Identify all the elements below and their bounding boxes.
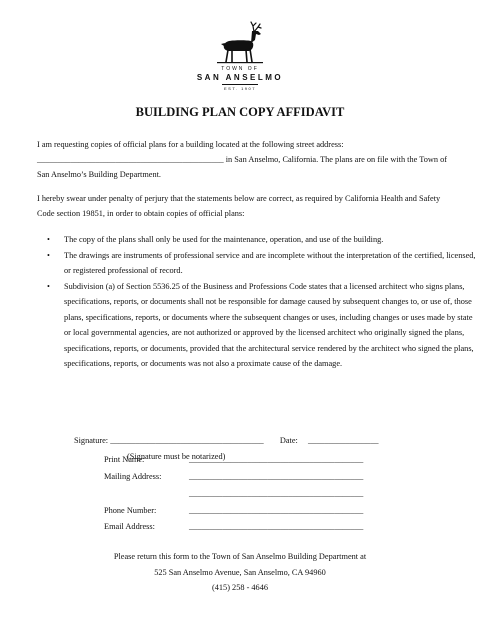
signature-field[interactable]: _____________________________________ [110, 436, 264, 445]
statement-list [37, 232, 476, 372]
mailing-address-field-2[interactable]: __________________________________________ [189, 489, 364, 498]
date-field[interactable]: _________________ [307, 436, 379, 445]
mailing-address-label: Mailing Address: [104, 472, 162, 481]
footer-address: 525 San Anselmo Avenue, San Anselmo, CA 94960 [154, 567, 326, 577]
logo-rule [222, 84, 258, 85]
phone-number-label: Phone Number: [104, 506, 157, 515]
logo-town-of: TOWN OF [221, 66, 259, 72]
intro-paragraph: I am requesting copies of official plans for a building located at the following street address: _____________________________________________ in San Anselmo, California. The plans are on file with the Town of San Anselmo’s Building Department. [37, 140, 447, 179]
list-item: • Subdivision (a) of Section 5536.25 of the Business and Professions Code states that a licensed architect who signs plans, specifications, reports, or documents shall not be responsible for damage caused by subsequent changes to, or use of, those plans, specifications, reports, or documents where the subsequent changes or uses, including changes or uses made by state or local governmental agencies, are not authorized or approved by the licensed architect who originally signed the plans, specifications, reports, or documents, provided that the architectural service rendered by the architect who signed the plans, specifications, reports, or documents was not also a proximate cause of the damage. [64, 279, 476, 372]
date-label: Date: [279, 436, 298, 445]
return-instructions [0, 549, 480, 596]
logo-est: EST. 1907 [224, 86, 256, 91]
print-name-label: Print Name: [104, 455, 145, 464]
page-title: BUILDING PLAN COPY AFFIDAVIT [135, 105, 345, 119]
email-address-label: Email Address: [104, 522, 155, 531]
phone-number-field[interactable]: __________________________________________ [189, 506, 364, 515]
signature-row [74, 436, 379, 445]
email-address-field[interactable]: __________________________________________ [189, 522, 364, 531]
signature-label: Signature: [74, 436, 109, 445]
town-logo [0, 20, 480, 91]
footer-phone: (415) 258 - 4646 [212, 583, 268, 592]
deer-icon [205, 20, 275, 64]
notarized-note: (Signature must be notarized) [127, 452, 226, 461]
mailing-address-field[interactable]: __________________________________________ [189, 472, 364, 481]
swear-paragraph: I hereby swear under penalty of perjury that the statements below are correct, as required by California Health and Safety Code section 19851, in order to obtain copies of official plans: [37, 194, 441, 218]
logo-town-name: SAN ANSELMO [196, 73, 284, 82]
list-item: • The drawings are instruments of professional service and are incomplete without the interpretation of the certified, licensed, or registered professional of record. [64, 248, 476, 279]
print-name-field[interactable]: __________________________________________ [189, 455, 364, 464]
footer-line-1: Please return this form to the Town of San Anselmo Building Department at [113, 552, 367, 561]
list-item: • The copy of the plans shall only be used for the maintenance, operation, and use of the building. [64, 232, 476, 248]
